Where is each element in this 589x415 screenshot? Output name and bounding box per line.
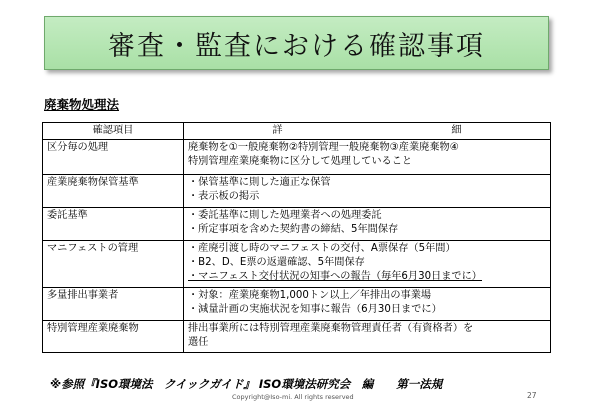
table-row — [43, 241, 551, 288]
detail-line: ・所定事項を含めた契約書の締結、5年間保存 — [188, 224, 399, 235]
table-row — [43, 288, 551, 321]
table-row — [43, 321, 551, 353]
slide-title: 審査・監査における確認事項 — [108, 30, 485, 62]
detail-line: ・対象：産業廃棄物1,000トン以上／年排出の事業場 — [188, 290, 432, 301]
row-detail — [184, 175, 551, 208]
detail-line: 選任 — [188, 337, 209, 348]
row-item: 委託基準 — [43, 208, 184, 241]
row-item: 区分毎の処理 — [43, 140, 184, 175]
detail-line-underlined: ・マニフェスト交付状況の知事への報告（毎年6月30日までに） — [188, 271, 482, 282]
section-label: 廃棄物処理法 — [44, 97, 120, 112]
page-number: 27 — [527, 391, 537, 400]
row-detail — [184, 208, 551, 241]
row-item: 多量排出事業者 — [43, 288, 184, 321]
row-item: マニフェストの管理 — [43, 241, 184, 288]
row-item: 産業廃棄物保管基準 — [43, 175, 184, 208]
reference-note: ※参照『ISO環境法 クイックガイド』 ISO環境法研究会 編 第一法規 — [50, 377, 443, 391]
check-items-table — [42, 122, 551, 353]
row-detail — [184, 241, 551, 288]
table-row — [43, 175, 551, 208]
detail-line: ・表示板の掲示 — [188, 191, 260, 202]
row-detail — [184, 140, 551, 175]
detail-line: 排出事業所には特別管理産業廃棄物管理責任者（有資格者）を — [188, 323, 474, 334]
header-detail-right: 細 — [451, 125, 462, 136]
table-header-row — [43, 123, 551, 140]
detail-line: ・委託基準に則した処理業者への処理委託 — [188, 210, 382, 221]
row-detail — [184, 288, 551, 321]
detail-line: 特別管理産業廃棄物に区分して処理していること — [188, 156, 413, 167]
detail-line: ・保管基準に則した適正な保管 — [188, 177, 331, 188]
header-detail-left: 詳 — [272, 125, 283, 136]
detail-line: ・減量計画の実施状況を知事に報告（6月30日までに） — [188, 304, 442, 315]
table-row — [43, 140, 551, 175]
row-item: 特別管理産業廃棄物 — [43, 321, 184, 353]
copyright-footer: Copyright@Iso-mi. All rights reserved — [232, 393, 354, 401]
header-item: 確認項目 — [43, 123, 184, 140]
row-detail — [184, 321, 551, 353]
detail-line: ・B2、D、E票の返還確認、5年間保存 — [188, 257, 365, 268]
detail-line: ・産廃引渡し時のマニフェストの交付、A票保存（5年間） — [188, 243, 456, 254]
table-row — [43, 208, 551, 241]
header-detail — [184, 123, 551, 140]
slide-title-box — [44, 16, 549, 70]
detail-line: 廃棄物を①一般廃棄物②特別管理一般廃棄物③産業廃棄物④ — [188, 142, 459, 153]
